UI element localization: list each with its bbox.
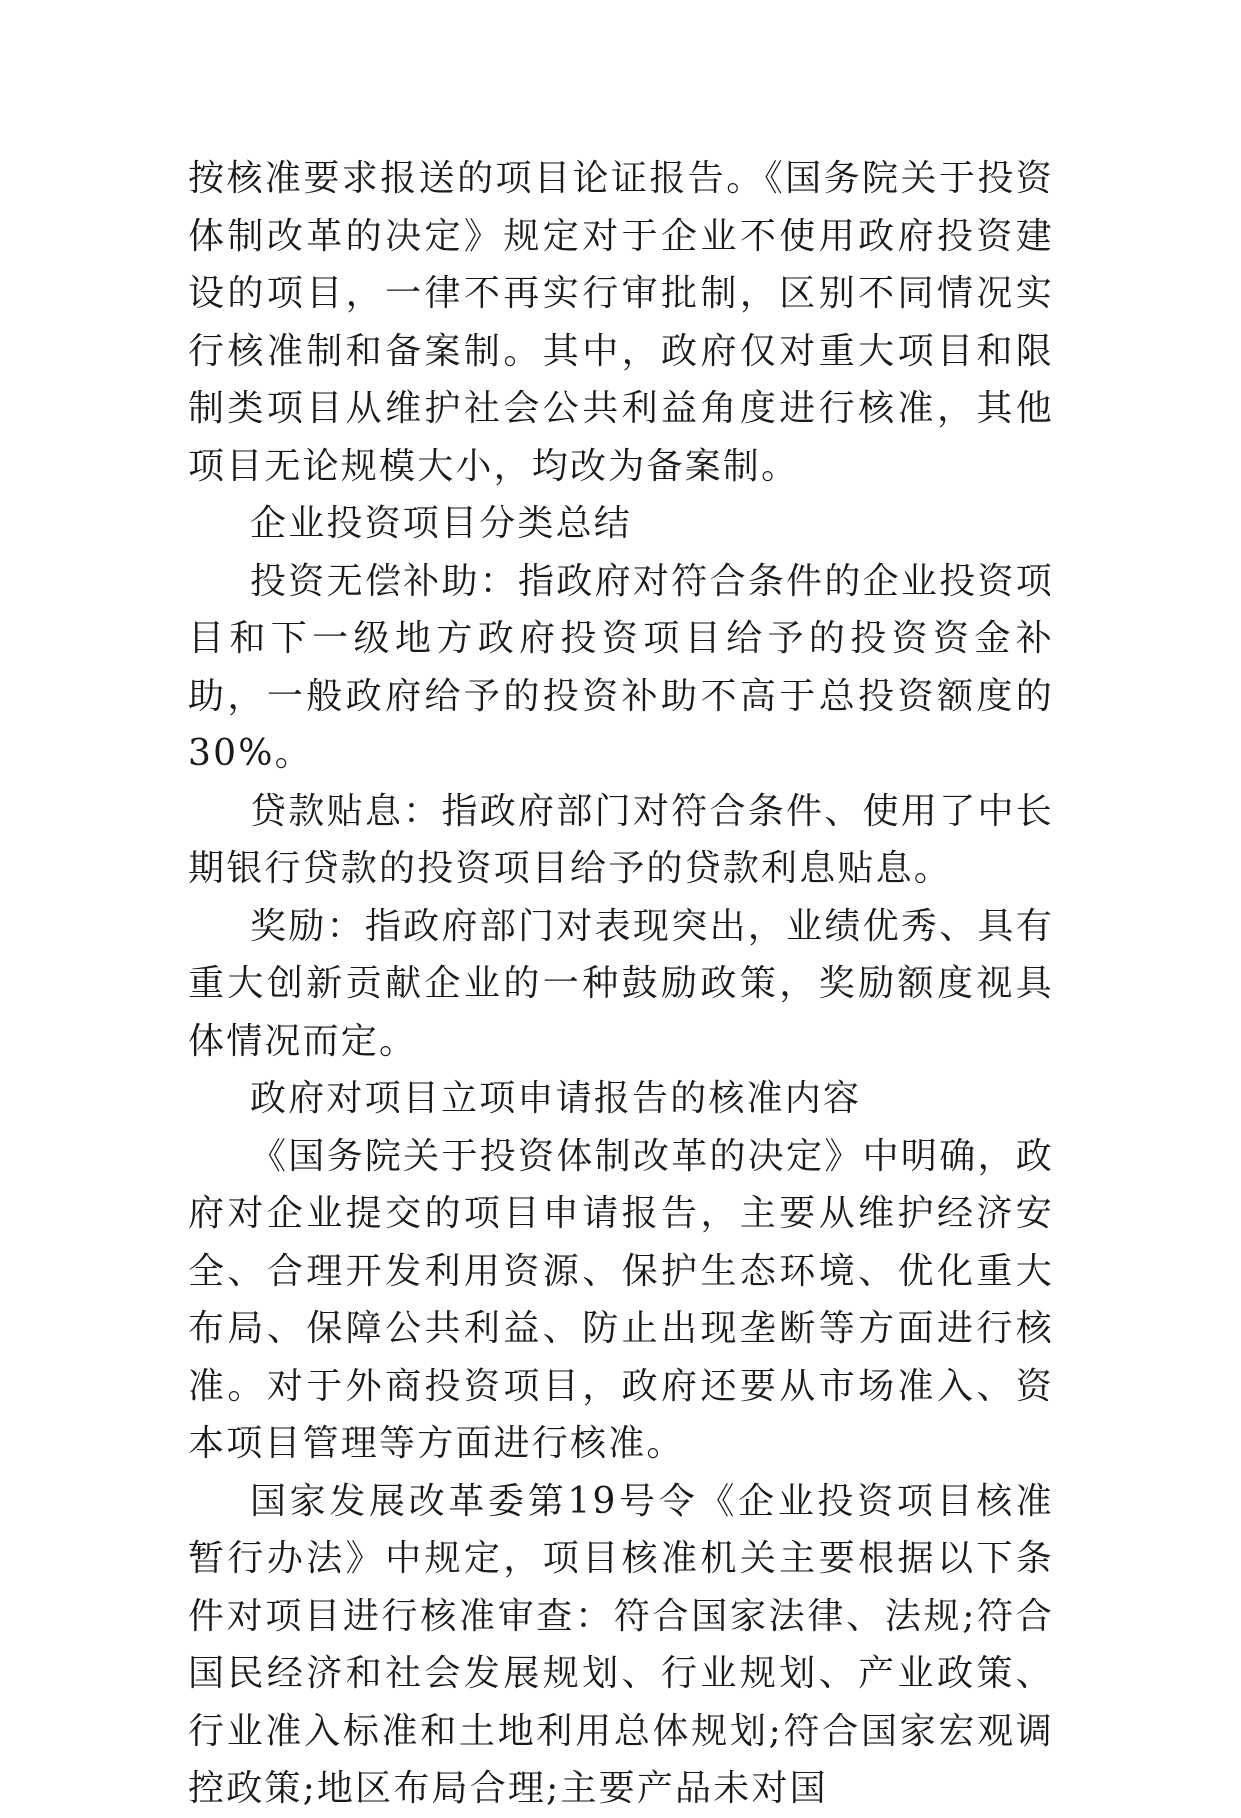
section-heading: 企业投资项目分类总结 <box>250 503 633 544</box>
document-body <box>188 150 1054 1818</box>
body-paragraph: 国家发展改革委第19号令《企业投资项目核准暂行办法》中规定，项目核准机关主要根据以下条件对项目进行核准审查：符合国家法律、法规;符合国民经济和社会发展规划、行业规划、产业政策、行业准入标准和土地利用总体规划;符合国家宏观调控政策;地区布局合理;主要产品未对国 <box>188 1480 1054 1809</box>
body-paragraph: 投资无偿补助：指政府对符合条件的企业投资项目和下一级地方政府投资项目给予的投资资金补助，一般政府给予的投资补助不高于总投资额度的30%。 <box>188 560 1054 774</box>
body-paragraph: 奖励：指政府部门对表现突出，业绩优秀、具有重大创新贡献企业的一种鼓励政策，奖励额度视具体情况而定。 <box>188 905 1054 1062</box>
body-paragraph: 贷款贴息：指政府部门对符合条件、使用了中长期银行贷款的投资项目给予的贷款利息贴息。 <box>188 790 1054 889</box>
section-heading: 政府对项目立项申请报告的核准内容 <box>250 1078 862 1119</box>
body-paragraph: 按核准要求报送的项目论证报告。《国务院关于投资体制改革的决定》规定对于企业不使用政府投资建设的项目，一律不再实行审批制，区别不同情况实行核准制和备案制。其中，政府仅对重大项目和限制类项目从维护社会公共利益角度进行核准，其他项目无论规模大小，均改为备案制。 <box>188 158 1054 487</box>
body-paragraph: 《国务院关于投资体制改革的决定》中明确，政府对企业提交的项目申请报告，主要从维护经济安全、合理开发利用资源、保护生态环境、优化重大布局、保障公共利益、防止出现垄断等方面进行核准。对于外商投资项目，政府还要从市场准入、资本项目管理等方面进行核准。 <box>188 1135 1054 1464</box>
